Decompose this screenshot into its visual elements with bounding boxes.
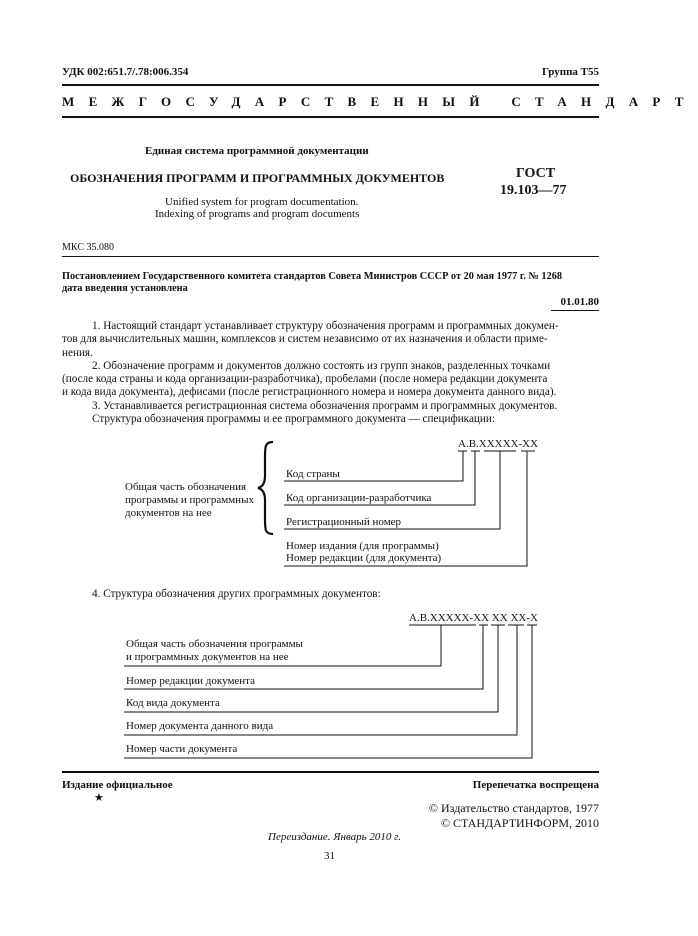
paragraph-1-line3: нения. bbox=[62, 346, 93, 359]
reissue-note: Переиздание. Январь 2010 г. bbox=[268, 831, 402, 843]
diagram1-country-code: Код страны bbox=[286, 468, 340, 480]
star-mark: ★ bbox=[94, 792, 104, 804]
diagram1-revision-number: Номер редакции (для документа) bbox=[286, 552, 442, 564]
standard-title: ОБОЗНАЧЕНИЯ ПРОГРАММ И ПРОГРАММНЫХ ДОКУМЕНТОВ bbox=[70, 171, 445, 185]
decree-date-label: дата введения установлена bbox=[62, 283, 188, 294]
paragraph-2-line2: (после кода страны и кода организации-разработчика), пробелами (после номера редакции документа bbox=[62, 373, 548, 386]
diagram1-general-line1: Общая часть обозначения bbox=[125, 481, 247, 493]
paragraph-4: 4. Структура обозначения других программных документов: bbox=[92, 588, 381, 600]
gost-number: 19.103—77 bbox=[500, 183, 567, 198]
diagram2-general-line1: Общая часть обозначения программы bbox=[126, 638, 303, 650]
effective-date: 01.01.80 bbox=[560, 296, 599, 308]
diagram2-doc-type: Код вида документа bbox=[126, 697, 220, 709]
copyright-2010: © СТАНДАРТИНФОРМ, 2010 bbox=[440, 816, 599, 830]
paragraph-3-structure: Структура обозначения программы и ее программного документа — спецификации: bbox=[92, 413, 495, 426]
paragraph-3: 3. Устанавливается регистрационная система обозначения программ и программных документов. bbox=[92, 399, 558, 412]
english-title-line1: Unified system for program documentation. bbox=[165, 196, 359, 208]
udk-code: УДК 002:651.7/.78:006.354 bbox=[62, 66, 189, 78]
standard-banner: МЕЖГОСУДАРСТВЕННЫЙ СТАНДАРТ bbox=[62, 94, 698, 109]
diagram1-code: А.В.ХХХХХ-ХХ bbox=[458, 438, 539, 450]
diagram2-general-line2: и программных документов на нее bbox=[126, 651, 289, 663]
paragraph-2-line3: и кода вида документа), дефисами (после регистрационного номера и номера документа данного вида). bbox=[62, 386, 557, 399]
official-edition: Издание официальное bbox=[62, 779, 173, 791]
diagram2-code: А.В.ХХХХХ-ХХ ХХ ХХ-Х bbox=[409, 612, 538, 624]
paragraph-1-line2: тов для вычислительных машин, комплексов и систем независимо от их назначения и области приме- bbox=[62, 333, 548, 346]
copyright-1977: © Издательство стандартов, 1977 bbox=[428, 801, 599, 815]
diagram1-reg-number: Регистрационный номер bbox=[286, 516, 402, 528]
diagram2-revision: Номер редакции документа bbox=[126, 675, 255, 687]
diagram1-org-code: Код организации-разработчика bbox=[286, 492, 432, 504]
english-title-line2: Indexing of programs and program documents bbox=[155, 208, 360, 220]
diagram1-general-line2: программы и программных bbox=[125, 494, 254, 506]
diagram1-general-line3: документов на нее bbox=[125, 507, 212, 519]
reprint-notice: Перепечатка воспрещена bbox=[472, 779, 599, 791]
paragraph-1-line1: 1. Настоящий стандарт устанавливает структуру обозначения программ и программных докумен- bbox=[92, 320, 559, 332]
diagram2-part-number: Номер части документа bbox=[126, 743, 238, 755]
footer-rule bbox=[62, 771, 599, 773]
system-title: Единая система программной документации bbox=[145, 145, 369, 157]
diagram1-edition-number: Номер издания (для программы) bbox=[286, 540, 439, 552]
paragraph-2-line1: 2. Обозначение программ и документов должно состоять из групп знаков, разделенных точками bbox=[92, 359, 551, 372]
group-label: Группа Т55 bbox=[541, 66, 599, 78]
mks-code: МКС 35.080 bbox=[62, 242, 114, 253]
page-number: 31 bbox=[324, 850, 335, 862]
diagram2-doc-number: Номер документа данного вида bbox=[126, 720, 274, 732]
gost-label: ГОСТ bbox=[516, 166, 556, 181]
decree-text: Постановлением Государственного комитета стандартов Совета Министров СССР от 20 мая 1977 г. № 1268 bbox=[62, 271, 563, 282]
